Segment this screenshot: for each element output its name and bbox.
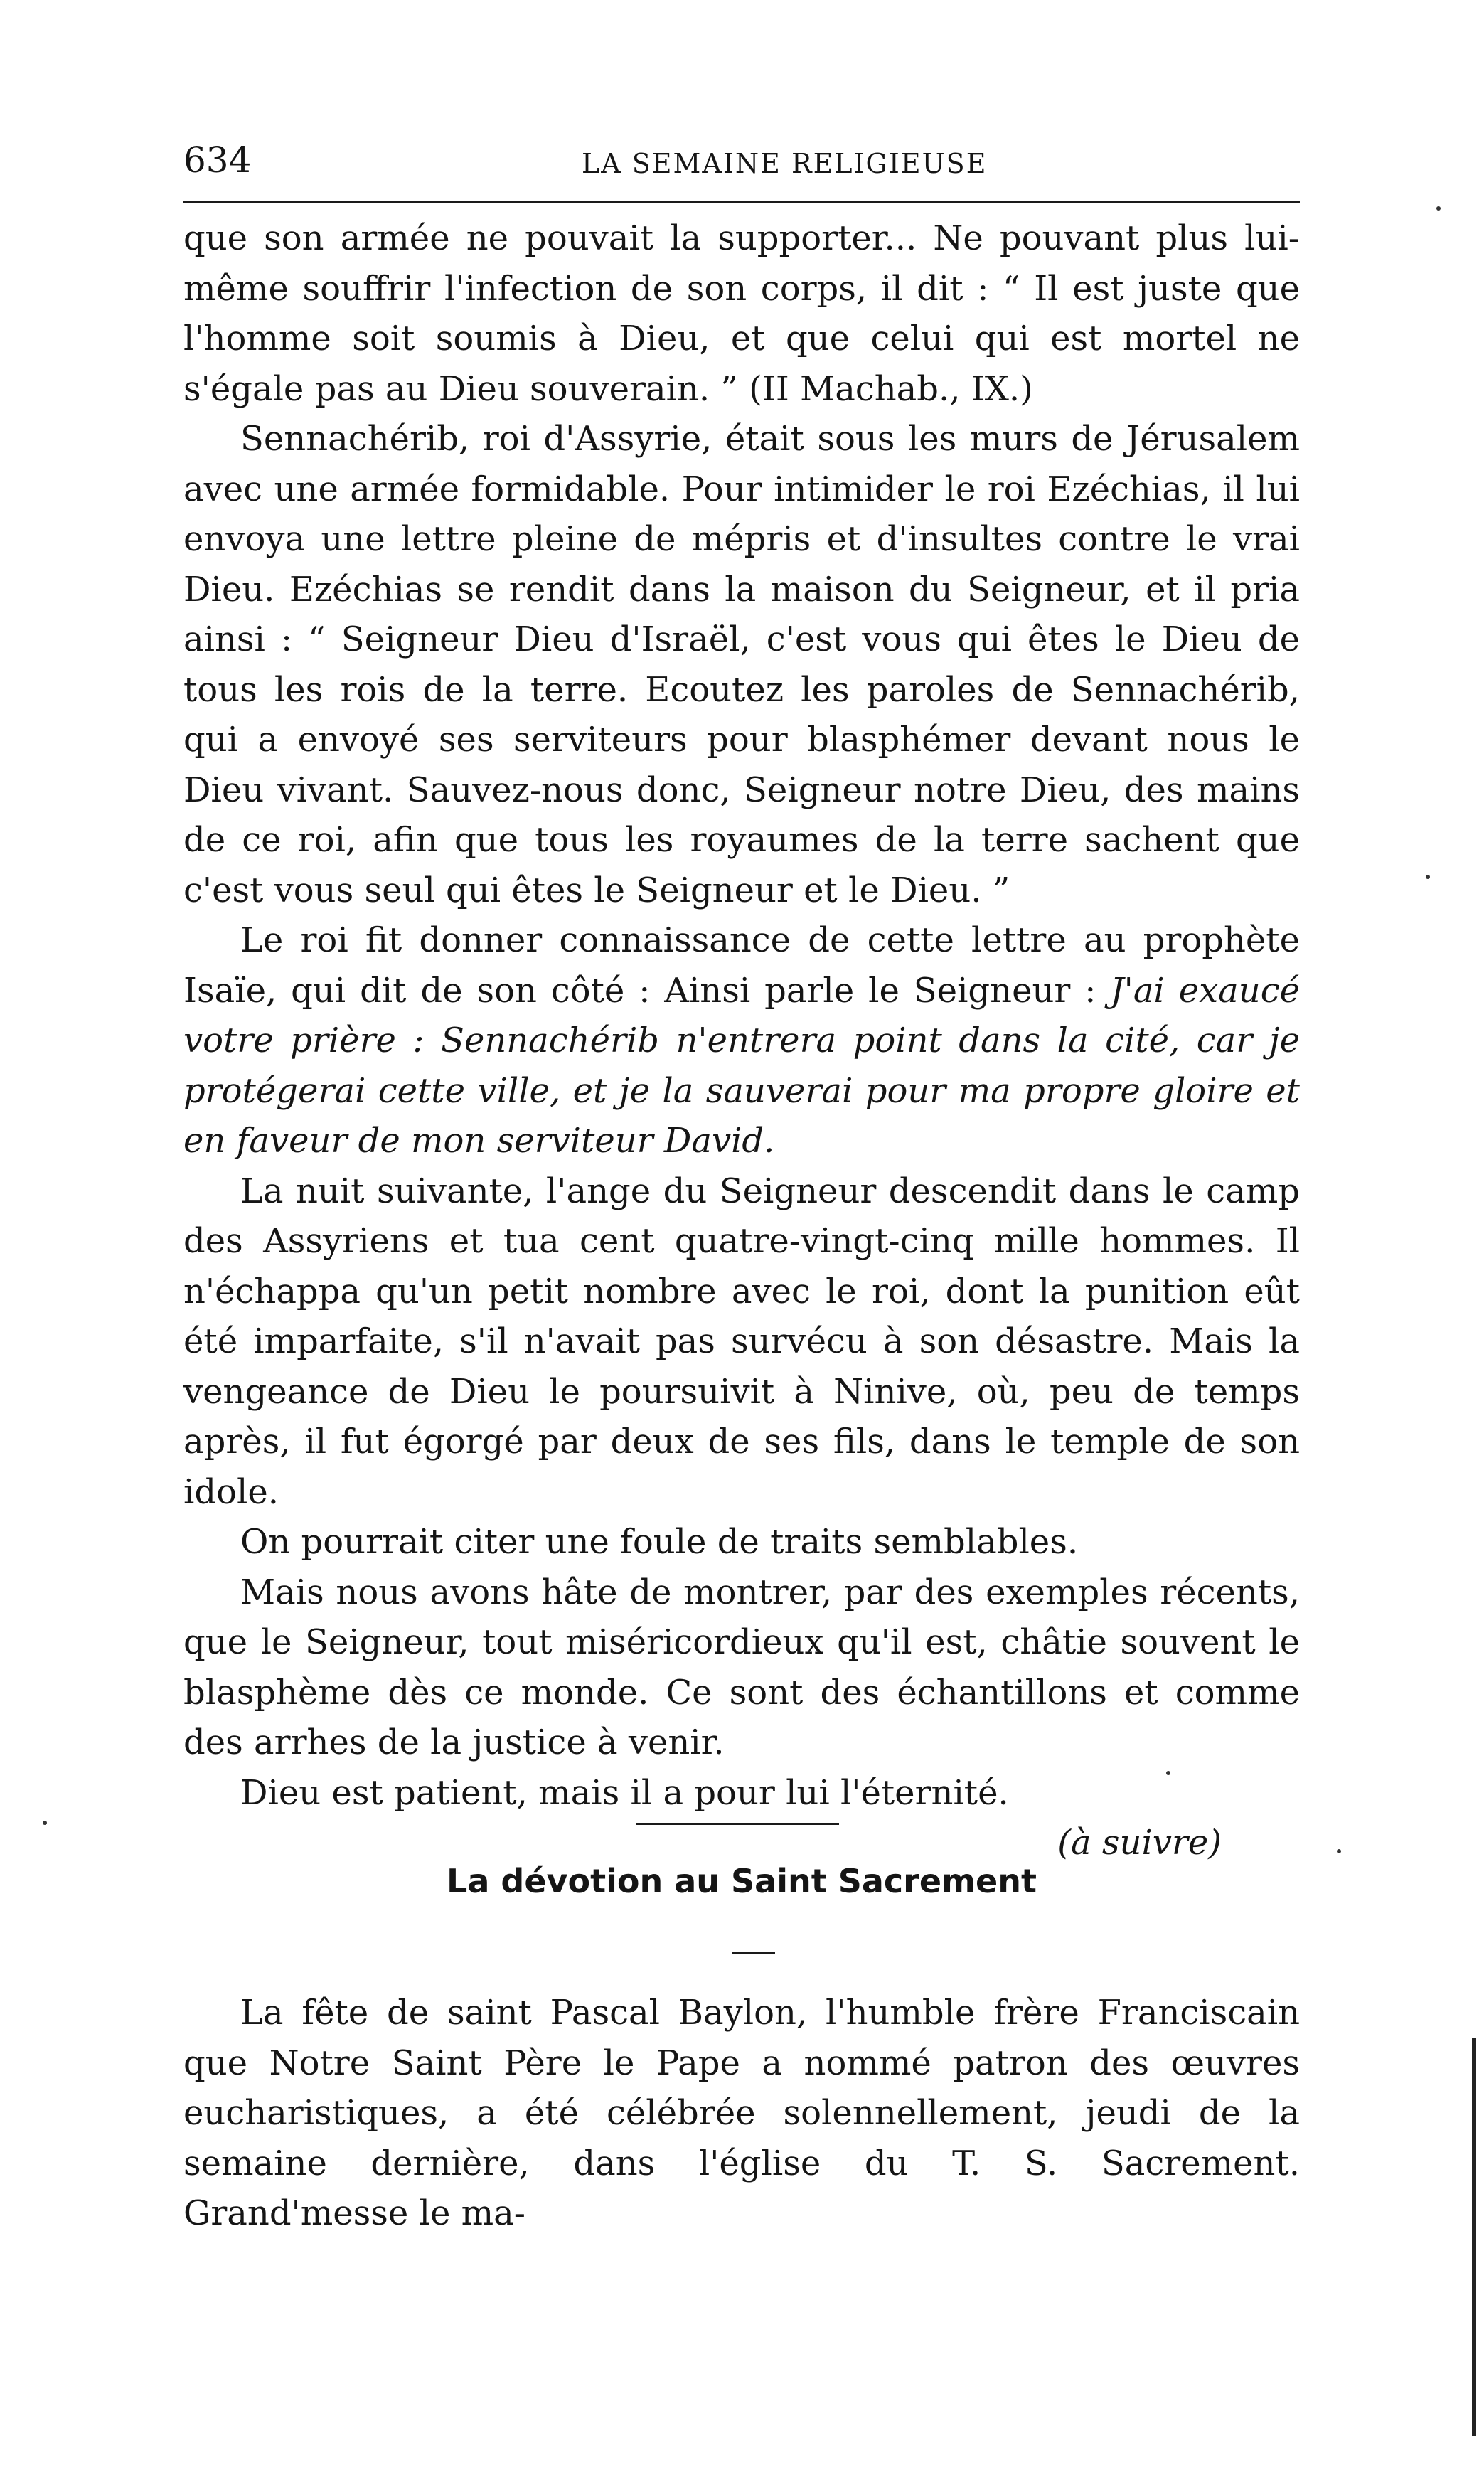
scan-speck	[1337, 1849, 1341, 1853]
running-title: LA SEMAINE RELIGIEUSE	[582, 148, 988, 179]
paragraph-patient: Dieu est patient, mais il a pour lui l'éternité.	[240, 1772, 1009, 1813]
scan-speck	[1436, 206, 1441, 211]
scan-speck	[1166, 1771, 1170, 1775]
scan-speck	[1426, 875, 1430, 879]
paragraph-continuation: que son armée ne pouvait la supporter... Ne pouvant plus lui-même souffrir l'infection de son corps, il dit : “ Il est juste que l'homme soit soumis à Dieu, et que celui qui est mortel ne s'égale pas au Dieu souverain. ” (II Machab., IX.)	[183, 218, 1300, 409]
paragraph-exemples: Mais nous avons hâte de montrer, par des exemples récents, que le Seigneur, tout miséricordieux qu'il est, châtie souvent le blasphème dès ce monde. Ce sont des échantillons et comme des arrhes de la justice à venir.	[183, 1572, 1300, 1762]
scan-margin-bar	[1472, 2038, 1476, 2436]
title-underline	[732, 1952, 775, 1954]
section-paragraph: La fête de saint Pascal Baylon, l'humble frère Franciscain que Notre Saint Père le Pape a nommé patron des œuvres eucharistiques, a été célébrée solennellement, jeudi de la semaine dernière, dans l'église du T. S. Sacrement. Grand'messe le ma-	[183, 1993, 1300, 2233]
paragraph-nuit-suivante: La nuit suivante, l'ange du Seigneur descendit dans le camp des Assyriens et tua cent quatre-vingt-cinq mille hommes. Il n'échappa qu'un petit nombre avec le roi, dont la punition eût été imparfaite, s'il n'avait pas survécu à son désastre. Mais la vengeance de Dieu le poursuivit à Ninive, où, peu de temps après, il fut égorgé par deux de ses fils, dans le temple de son idole.	[183, 1171, 1300, 1512]
section-divider	[636, 1823, 839, 1825]
section-title: La dévotion au Saint Sacrement	[447, 1862, 1037, 1900]
scan-speck	[43, 1821, 47, 1825]
header-rule	[183, 201, 1300, 203]
page-header	[183, 139, 1300, 196]
article-body	[183, 213, 1300, 1868]
to-be-continued: (à suivre)	[1057, 1823, 1222, 1863]
paragraph-sennacherib: Sennachérib, roi d'Assyrie, était sous les murs de Jérusalem avec une armée formidable. Pour intimider le roi Ezéchias, il lui envoya une lettre pleine de mépris et d'insultes contre le vrai Dieu. Ezéchias se rendit dans la maison du Seigneur, et il pria ainsi : “ Seigneur Dieu d'Israël, c'est vous qui êtes le Dieu de tous les rois de la terre. Ecoutez les paroles de Sennachérib, qui a envoyé ses serviteurs pour blasphémer devant nous le Dieu vivant. Sauvez-nous donc, Seigneur notre Dieu, des mains de ce roi, afin que tous les royaumes de la terre sachent que c'est vous seul qui êtes le Seigneur et le Dieu. ”	[183, 419, 1300, 910]
paragraph-isaie	[183, 915, 1300, 1166]
page-number: 634	[183, 139, 252, 181]
paragraph-traits: On pourrait citer une foule de traits semblables.	[240, 1522, 1079, 1562]
paragraph-isaie-quote: J'ai exaucé votre prière : Sennachérib n'entrera point dans la cité, car je protégerai cette ville, et je la sauverai pour ma propre gloire et en faveur de mon serviteur David.	[183, 970, 1301, 1161]
paragraph-isaie-lead: Le roi fit donner connaissance de cette lettre au prophète Isaïe, qui dit de son côté : Ainsi parle le Seigneur :	[183, 920, 1300, 1011]
section-body	[183, 1988, 1300, 2239]
